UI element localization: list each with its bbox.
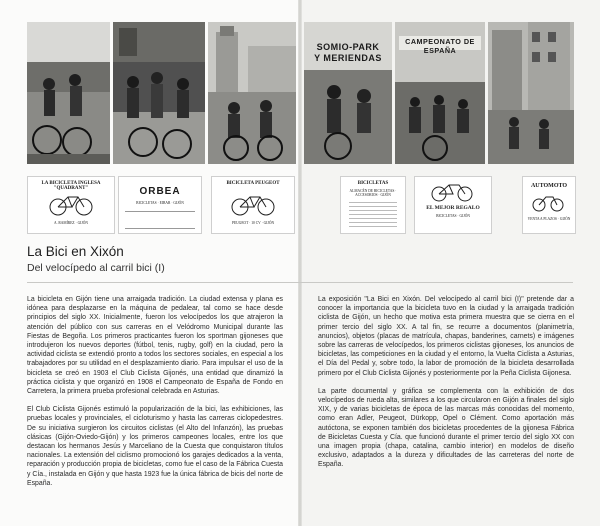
photo-cyclists-race — [27, 22, 110, 164]
ad-peugeot-title: BICICLETA PEUGEOT — [226, 181, 280, 186]
ad-automoto-body: VENTA A PLAZOS · GIJÓN — [527, 217, 571, 221]
page-title: La Bici en Xixón — [27, 244, 124, 259]
page-subtitle: Del velocípedo al carril bici (I) — [27, 262, 165, 274]
ad-bicicletas-text — [340, 176, 406, 234]
right-text-column — [318, 295, 574, 479]
bicycle-icon — [230, 191, 276, 217]
ad-orbea-title: ORBEA — [139, 186, 181, 197]
bicycle-icon — [531, 193, 565, 213]
ad-bicicletas-title: BICICLETAS — [357, 181, 389, 186]
ad-quadrant-title: LA BICICLETA INGLESA "QUADRANT" — [41, 181, 101, 191]
photo-campeonato-espana — [395, 22, 485, 164]
ad-peugeot-body: PEUGEOT · 10 CV · GIJÓN — [231, 221, 275, 225]
page-fold — [298, 0, 302, 526]
bicycle-icon — [429, 181, 475, 203]
right-paragraph-1: La exposición "La Bici en Xixón. Del velocípedo al carril bici (I)" pretende dar a conocer la importancia que la bicicleta tuvo en la ciudad y la arraigada tradición ciclista de Gijón, un hecho que motiva esta primera muestra que se cierra en el primer tercio del siglo XX. A tal fin, se recurre a documentos (planimetría, anuncios), objetos (placas de matrícula, chapas, banderines, carnets) e imágenes sobre las carreras de velocípedos, los primeros ciclistas gijoneses, los anuncios de bicicletas, las competiciones en la ciudad y el entorno, la Vuelta Ciclista a Asturias, el Día del Pedal y, sobre todo, la labor de promoción de la bicicleta desarrollada primero por el Club Ciclista Gijonés y posteriormente por la Peña Ciclista Gijonesa. — [318, 296, 574, 377]
photo-crowd-street — [113, 22, 205, 164]
left-paragraph-2: El Club Ciclista Gijonés estimuló la popularización de la bici, las exhibiciones, las pruebas locales y provinciales, el cicloturismo y hasta las carreras ciclopedestres. De su iniciativa surgieron los circuitos ciclistas (el Alto del Infanzón), las pruebas clásicas (Gijón-Oviedo-Gijón) y los primeros campeones locales, entre los que destacan los hermanos Jesús y Marceliano de la Cuesta que conquistaron títulos nacionales. La extensión del ciclismo promocionó los garajes dedicados a la venta, reparación y producción propia de bicicletas, como fue el caso de la Fábrica Cuesta y Cía., instalada en Gijón y que hasta 1923 fue la única fábrica de bicis del norte de España. — [27, 406, 283, 487]
photo-caption-somio-park: SOMIO-PARK Y MERIENDAS — [314, 42, 382, 63]
left-paragraph-1: La bicicleta en Gijón tiene una arraigada tradición. La ciudad extensa y plana es idónea para desplazarse en la máquina de pedalear, tal como se hace desde principios del siglo XX. Inicialmente, fueron los velocípedos los que atrajeron la atención del público con sus carreras en el Velódromo Municipal durante las Fiestas de Begoña. Los primeros practicantes fueron los sportman gijoneses que introdujeron los nuevos deportes (fútbol, tenis, rugby, golf) en la ciudad, pero la actividad ciclista se extendió pronto a todos los sectores sociales, en especial a los trabajadores por su utilidad en el desplazamiento diario. Para impulsar el uso de la bicicleta se creó en 1903 el Club Ciclista Gijonés, una entidad que dinamizó la práctica ciclista y que organizó en 1908 el Campeonato de España de Fondo en Carretera, la primera prueba profesional celebrada en Asturias. — [27, 296, 283, 396]
ad-bicicletas-body: ALMACÉN DE BICICLETAS · ACCESORIOS · GIJÓN — [349, 189, 397, 198]
photo-city-street — [488, 22, 574, 164]
left-text-column — [27, 295, 283, 497]
ad-orbea-rules — [125, 211, 195, 229]
ad-quadrant-body: A. RAMÍREZ · GIJÓN — [54, 221, 88, 225]
bicycle-icon — [48, 191, 94, 217]
photo-somio-park — [304, 22, 392, 164]
ad-mejor-regalo — [414, 176, 492, 234]
ad-peugeot — [211, 176, 295, 234]
ad-bicicletas-lines — [349, 199, 397, 227]
photo-cyclists-building — [208, 22, 296, 164]
ad-orbea — [118, 176, 202, 234]
ad-automoto — [522, 176, 576, 234]
heading-divider — [27, 282, 573, 283]
right-paragraph-2: La parte documental y gráfica se complementa con la exhibición de dos velocípedos de rueda alta, similares a los que circularon en Gijón a finales del siglo XIX, y de varias bicicletas de época de las marcas más conocidas del momento, como eran Adler, Peugeot, Dürkopp, Opel o Clément. Como aportación más autóctona, se exponen también dos bicicletas procedentes de la gijonesa Fábrica de Bicicletas Cuesta y Cía. que funcionó durante el primer tercio del siglo XX con una imagen propia (chapa, catalina, cambio interior) en modelos de diseño exclusivo, adaptados a la dureza y dificultades de las carreteras del norte de España. — [318, 387, 574, 469]
ad-orbea-body: BICICLETAS · EIBAR · GIJÓN — [136, 201, 184, 205]
ad-mejor-regalo-title: EL MEJOR REGALO — [426, 205, 480, 211]
ad-mejor-regalo-body: BICICLETAS · GIJÓN — [436, 214, 470, 218]
photo-caption-campeonato: CAMPEONATO DE ESPAÑA — [405, 37, 475, 55]
ad-automoto-title: AUTOMOTO — [530, 183, 568, 189]
ad-quadrant — [27, 176, 115, 234]
